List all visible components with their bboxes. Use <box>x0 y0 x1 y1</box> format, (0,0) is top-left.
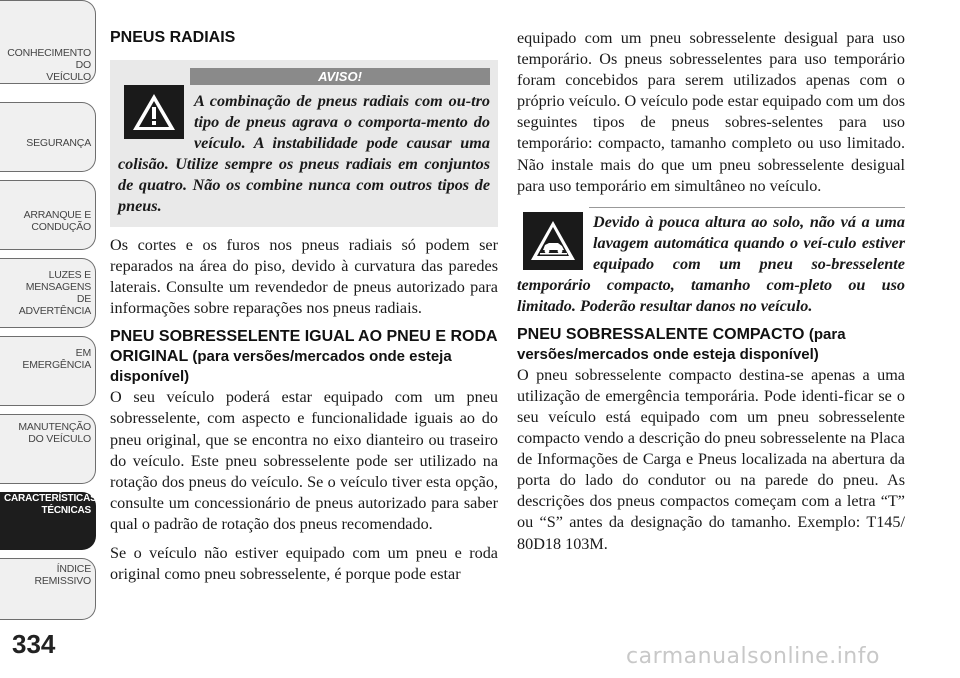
tab-label: DE <box>76 293 91 305</box>
tab-label: LUZES E <box>48 269 91 281</box>
tab-em-emergencia[interactable] <box>0 336 96 406</box>
tab-indice-remissivo[interactable] <box>0 558 96 620</box>
caution-note <box>517 207 905 317</box>
tab-manutencao-do-veiculo[interactable] <box>0 414 96 484</box>
tab-label: EM <box>75 347 91 359</box>
warning-triangle-icon <box>124 85 184 139</box>
right-column <box>517 28 905 555</box>
tab-label: CONDUÇÃO <box>31 221 91 233</box>
tab-label: DO <box>75 59 91 71</box>
warning-label: AVISO! <box>190 68 490 85</box>
tab-label: DO VEÍCULO <box>28 433 91 445</box>
heading-pneu-compacto <box>517 325 905 365</box>
car-caution-icon <box>523 212 583 270</box>
tab-label: EMERGÊNCIA <box>22 359 91 371</box>
warning-text: A combinação de pneus radiais com ou-tro tipo de pneus agrava o comporta-mento do veículo. A instabilidade pode causar uma colisão. Utilize sempre os pneus radiais em conjuntos de quatro. Não os combine nunca com outros tipos de pneus. <box>118 92 490 215</box>
tab-label: MENSAGENS <box>25 281 91 293</box>
heading-main: PNEU SOBRESSELENTE IGUAL AO PNEU E RODA ORIGINAL <box>110 328 498 366</box>
tab-label: CONHECIMENTO <box>7 47 91 59</box>
tab-luzes-e-mensagens[interactable] <box>0 258 96 328</box>
tab-label: CARACTERÍSTICAS <box>4 493 97 504</box>
heading-main: PNEU SOBRESSALENTE COMPACTO <box>517 325 805 343</box>
tab-conhecimento-do-veiculo[interactable] <box>0 0 96 84</box>
caution-divider <box>589 207 905 208</box>
tab-label: ARRANQUE E <box>23 209 91 221</box>
paragraph-equipado-desigual: equipado com um pneu sobresselente desigual para uso temporário. Os pneus sobresselentes para uso temporário foram concebidos para serem utilizados apenas com o próprio veículo. O veículo pode estar equipado com um dos seguintes tipos de pneus sobres-selentes para uso temporário: compacto, tamanho completo ou uso limitado. Não instale mais do que um pneu sobresselente desigual para uso temporário em simultâneo no veículo. <box>517 29 905 195</box>
section-tabs <box>0 0 98 630</box>
paragraph-sobresselente-compacto: O pneu sobresselente compacto destina-se apenas a uma utilização de emergência temporária. Pode identi-ficar se o seu veículo está equipado com um pneu sobresselente compacto vendo a descrição do pneu sobresselente na Placa de Informações de Carga e Pneus localizada na abertura da porta do lado do condutor ou na parede do pneu. As descrições dos pneus compactos começam com a letra “T” ou “S” antes da designação do tamanho. Exemplo: T145/ 80D18 103M. <box>517 365 905 553</box>
tab-arranque-e-conducao[interactable] <box>0 180 96 250</box>
heading-sub: (para versões/mercados onde esteja disponível) <box>110 348 452 386</box>
paragraph-nao-equipado: Se o veículo não estiver equipado com um pneu e roda original como pneu sobresselente, é porque pode estar <box>110 544 498 584</box>
heading-pneu-igual-original <box>110 327 498 387</box>
tab-caracteristicas-tecnicas[interactable] <box>0 492 96 550</box>
paragraph-sobresselente-igual: O seu veículo poderá estar equipado com um pneu sobresselente, com aspecto e funcionalidade iguais ao do pneu original, que se encontra no eixo dianteiro ou traseiro do veículo. Este pneu sobresselente pode ser utilizado na rotação dos pneus do veículo. Se o veículo tiver esta opção, consulte um concessionário de pneus autorizado para saber qual o padrão de rotação dos pneus recomendado. <box>110 388 498 533</box>
paragraph-cortes-furos: Os cortes e os furos nos pneus radiais só podem ser reparados na área do piso, devido à curvatura das paredes laterais. Consulte um revendedor de pneus autorizado para informações sobre reparações nos pneus radiais. <box>110 236 498 318</box>
heading-pneus-radiais: PNEUS RADIAIS <box>110 29 236 46</box>
tab-label: SEGURANÇA <box>26 137 91 149</box>
tab-label: ADVERTÊNCIA <box>18 305 91 317</box>
warning-box <box>110 60 498 227</box>
left-column <box>110 28 498 585</box>
caution-text: Devido à pouca altura ao solo, não vá a uma lavagem automática quando o veí-culo estiver equipado com um pneu so-bresselente temporário compacto, tamanho com-pleto ou uso limitado. Poderão resultar danos no veículo. <box>517 212 905 315</box>
tab-label: MANUTENÇÃO <box>18 421 91 433</box>
tab-seguranca[interactable] <box>0 102 96 172</box>
tab-label: TÉCNICAS <box>41 505 91 516</box>
tab-label: VEÍCULO <box>46 71 91 83</box>
page-number: 334 <box>12 629 56 659</box>
tab-label: REMISSIVO <box>34 575 91 587</box>
watermark: carmanualsonline.info <box>626 644 880 669</box>
tab-label: ÍNDICE <box>56 563 91 575</box>
heading-sub: (para versões/mercados onde esteja disponível) <box>517 325 846 363</box>
